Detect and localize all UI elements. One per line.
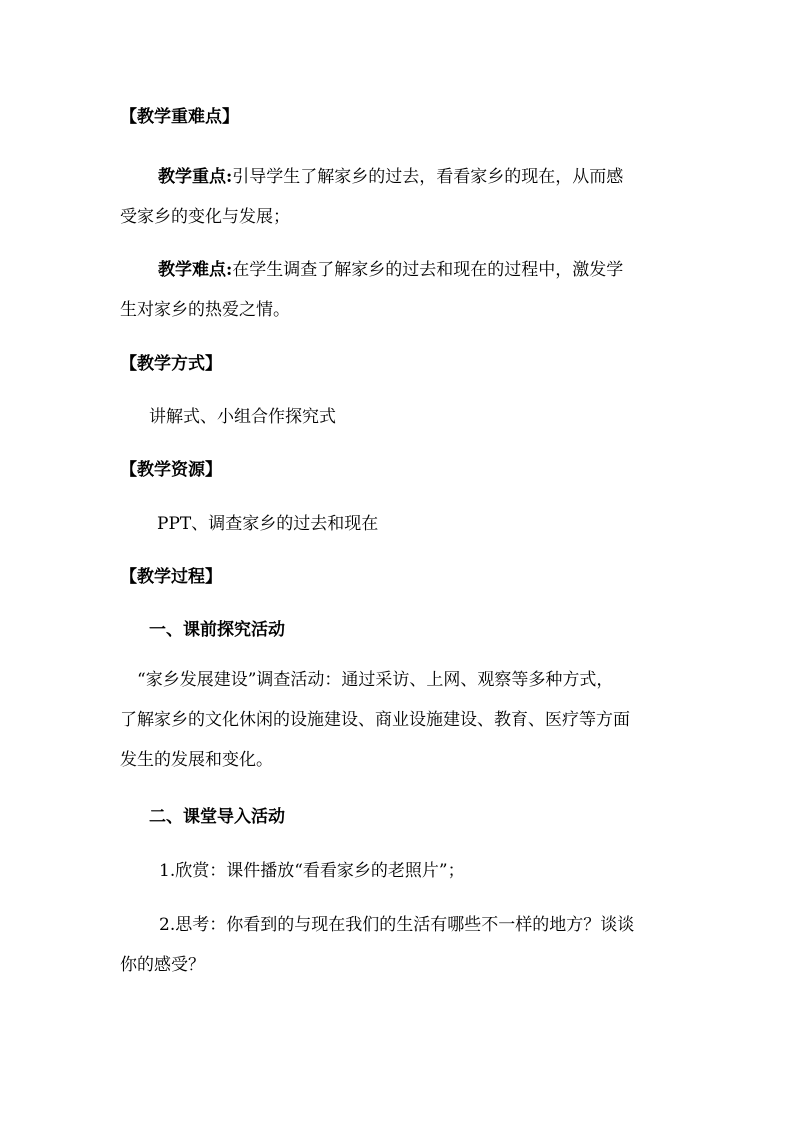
heading-process: 【教学过程】 xyxy=(120,567,222,587)
key-point-label: 教学重点: xyxy=(158,167,233,187)
section-1-line-3: 发生的发展和变化。 xyxy=(120,750,273,770)
key-point-text: 引导学生了解家乡的过去，看看家乡的现在，从而感 xyxy=(232,167,624,187)
process-item-2-line-1: 2.思考：你看到的与现在我们的生活有哪些不一样的地方？谈谈 xyxy=(159,915,635,935)
section-2-title: 二、课堂导入活动 xyxy=(149,807,285,827)
section-1-title: 一、课前探究活动 xyxy=(149,620,285,640)
section-1-line-1: “家乡发展建设”调查活动：通过采访、上网、观察等多种方式， xyxy=(137,670,614,690)
difficult-point-line-2: 生对家乡的热爱之情。 xyxy=(120,300,290,320)
heading-method: 【教学方式】 xyxy=(120,354,222,374)
difficult-point-label: 教学难点: xyxy=(158,260,233,280)
process-item-1: 1.欣赏：课件播放“看看家乡的老照片”； xyxy=(159,861,465,881)
heading-key-difficult: 【教学重难点】 xyxy=(120,107,239,127)
process-item-2-line-2: 你的感受？ xyxy=(120,955,205,975)
difficult-point-text: 在学生调查了解家乡的过去和现在的过程中，激发学 xyxy=(232,260,624,280)
key-point-line-1 xyxy=(158,165,718,189)
key-point-line-2: 受家乡的变化与发展； xyxy=(120,207,290,227)
heading-resources: 【教学资源】 xyxy=(120,460,222,480)
method-text: 讲解式、小组合作探究式 xyxy=(149,407,336,427)
section-1-line-2: 了解家乡的文化休闲的设施建设、商业设施建设、教育、医疗等方面 xyxy=(120,710,630,730)
resources-text: PPT、调查家乡的过去和现在 xyxy=(157,514,379,534)
difficult-point-line-1 xyxy=(158,258,718,282)
